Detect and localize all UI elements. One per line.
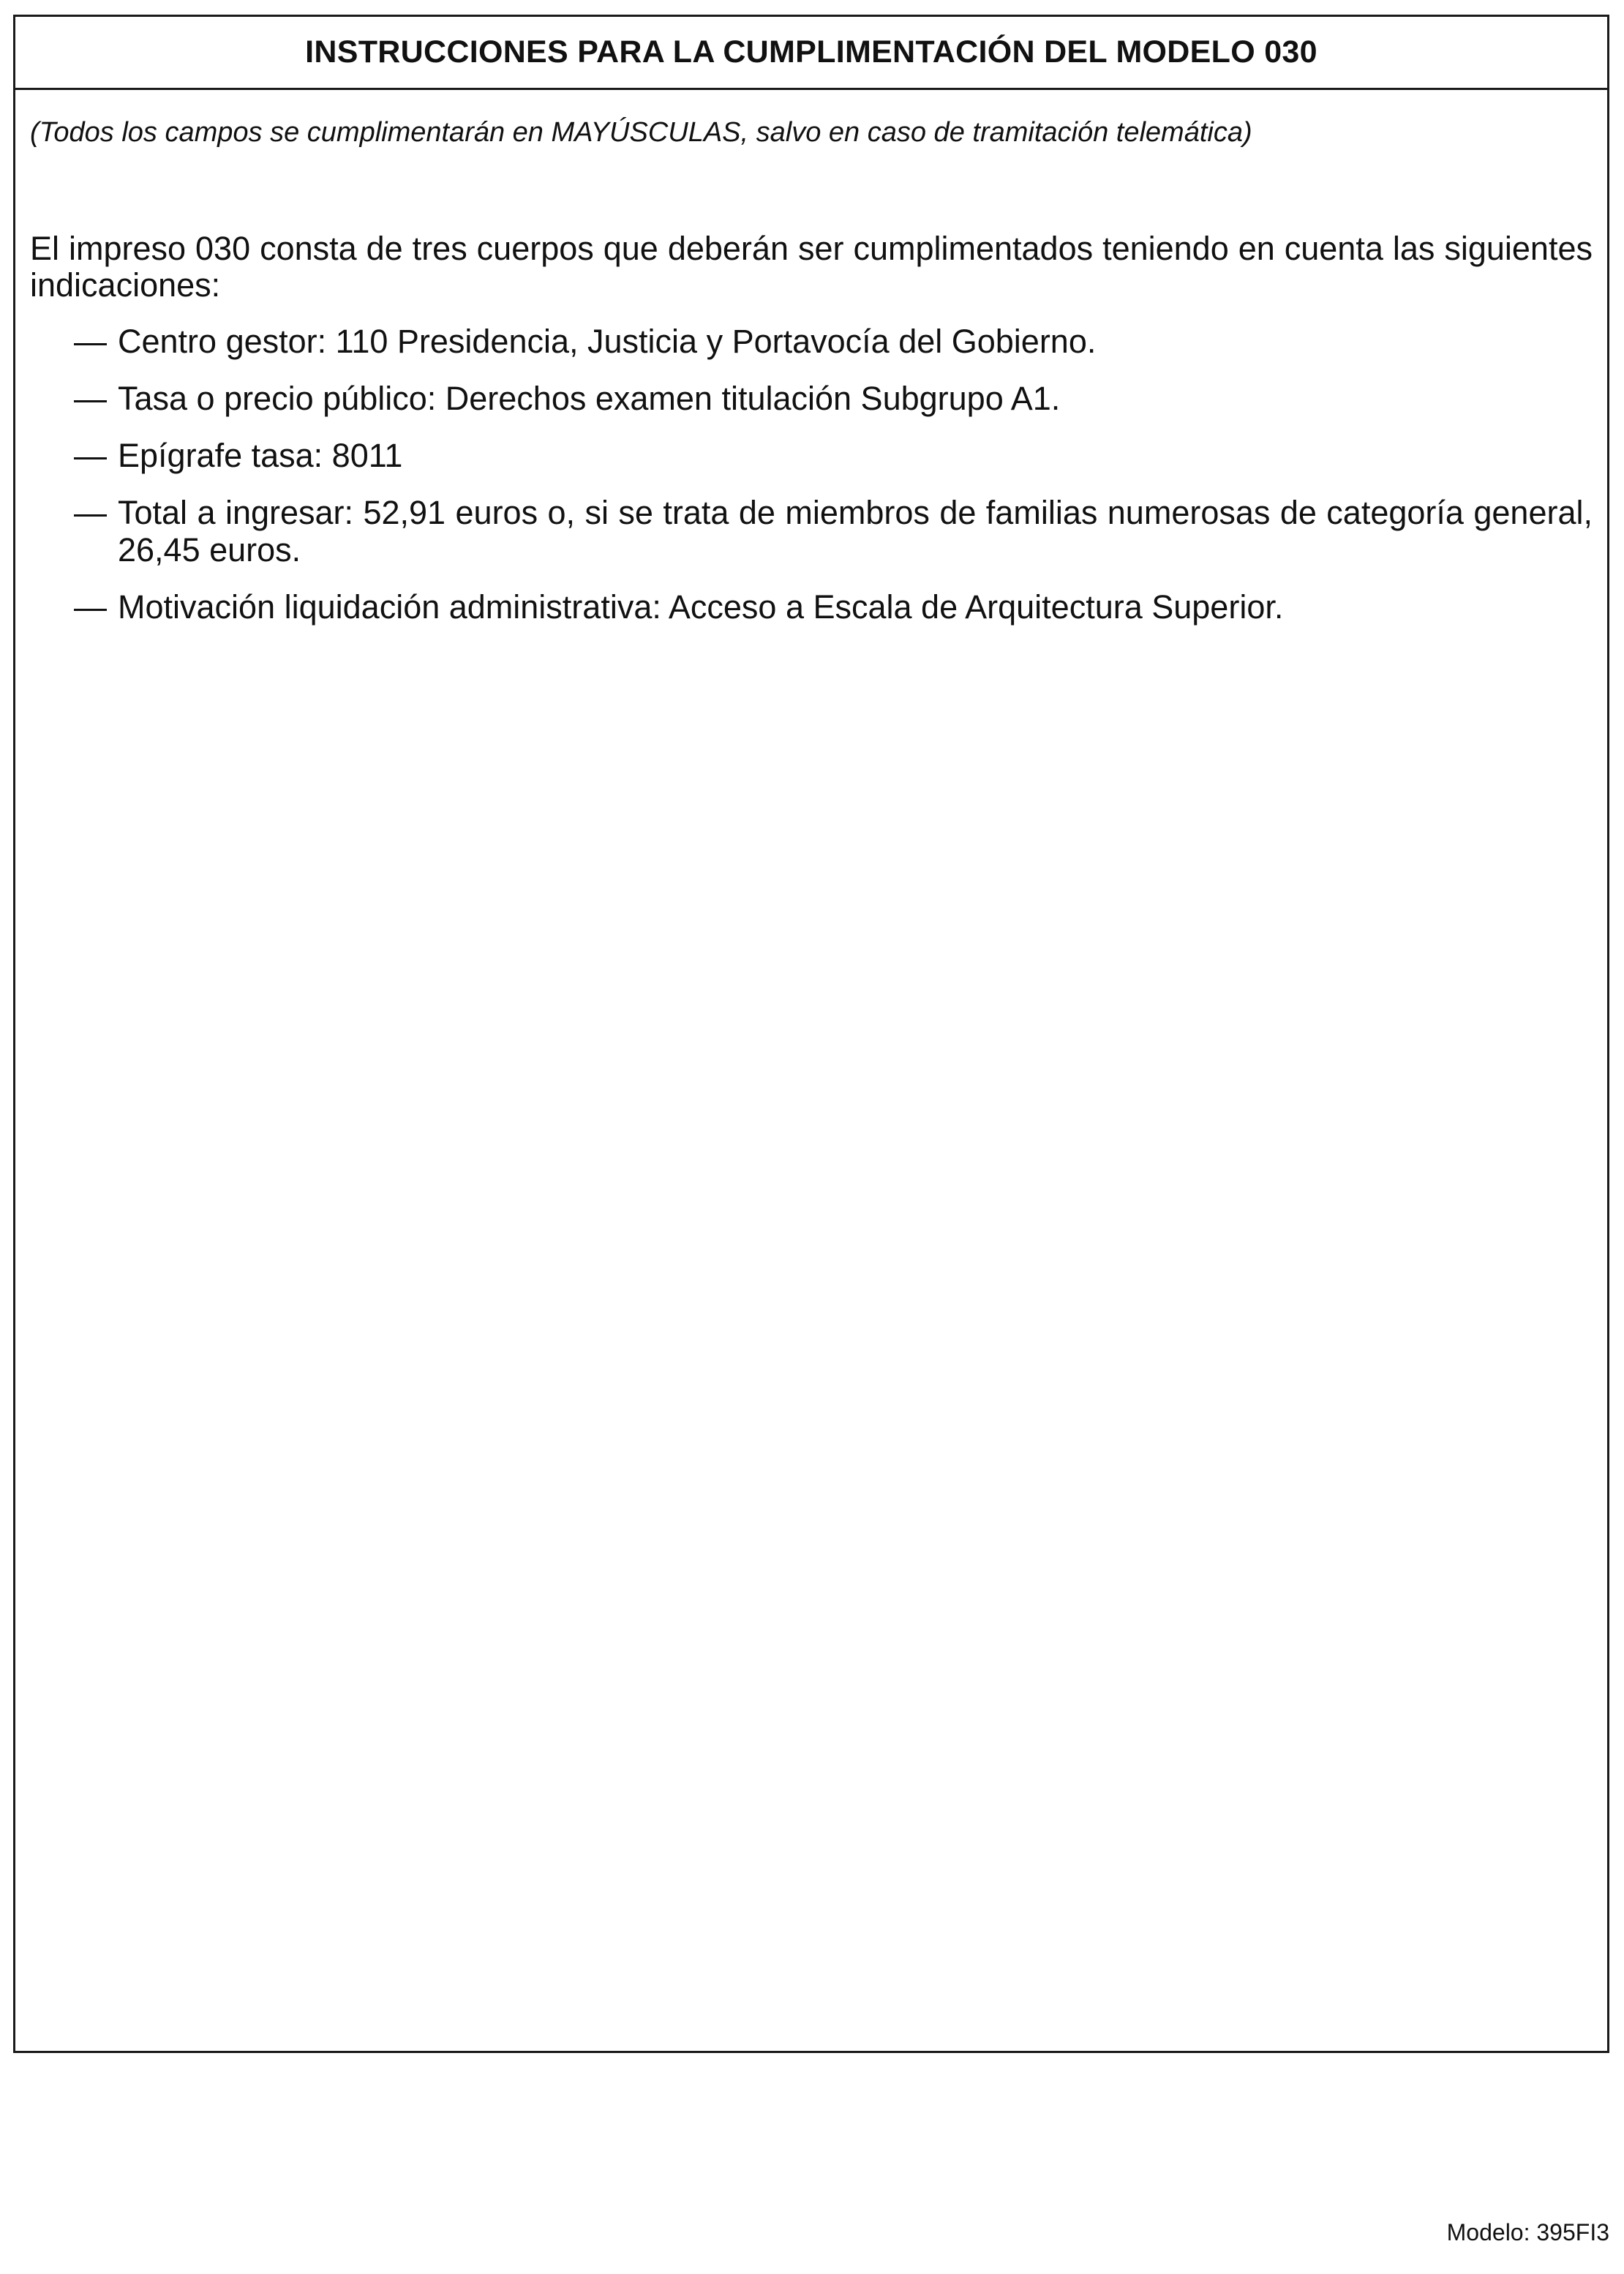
list-item-tasa [30,380,1593,418]
list-item-text: Centro gestor: 110 Presidencia, Justicia y Portavocía del Gobierno. [118,323,1097,361]
em-dash-bullet: — [74,588,107,626]
list-item-centro-gestor [30,323,1593,361]
form-header [15,17,1607,90]
list-item-text: Total a ingresar: 52,91 euros o, si se trata de miembros de familias numerosas de categoría general, 26,45 euros. [118,493,1593,568]
list-item-motivacion [30,589,1593,626]
form-title: INSTRUCCIONES PARA LA CUMPLIMENTACIÓN DEL MODELO 030 [305,34,1317,70]
list-item-total [30,495,1593,569]
em-dash-bullet: — [74,323,107,361]
model-code: Modelo: 395FI3 [1446,2219,1609,2245]
list-item-text: Motivación liquidación administrativa: Acceso a Escala de Arquitectura Superior. [118,588,1284,626]
instructions-form [13,15,1609,2053]
list-item-epigrafe [30,438,1593,475]
list-item-text: Tasa o precio público: Derechos examen titulación Subgrupo A1. [118,380,1061,418]
em-dash-bullet: — [74,493,107,531]
em-dash-bullet: — [74,380,107,418]
list-item-text: Epígrafe tasa: 8011 [118,436,403,474]
instruction-list [30,323,1593,626]
uppercase-note: (Todos los campos se cumplimentarán en MAYÚSCULAS, salvo en caso de tramitación telemática) [30,117,1252,148]
em-dash-bullet: — [74,436,107,474]
form-content [15,90,1607,626]
intro-paragraph: El impreso 030 consta de tres cuerpos que deberán ser cumplimentados teniendo en cuenta las siguientes indicaciones: [30,229,1593,304]
